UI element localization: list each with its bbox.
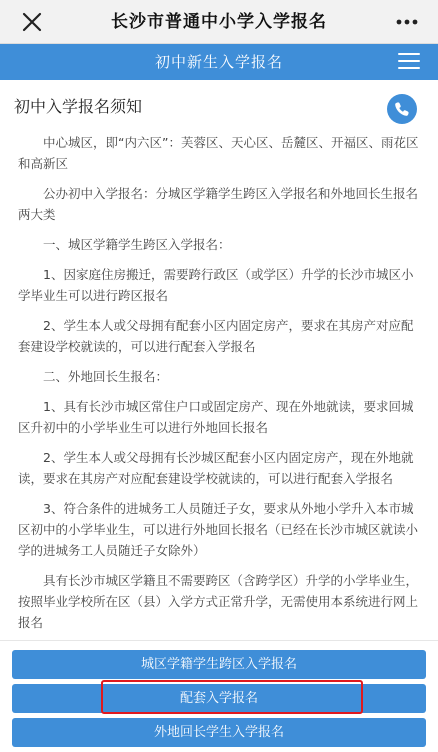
cross-district-registration-button[interactable]: 城区学籍学生跨区入学报名 [12, 650, 426, 679]
notice-paragraph: 3、符合条件的进城务工人员随迁子女，要求从外地小学升入本市城区初中的小学毕业生，可以进行外地回长报名（已经在长沙市城区就读小学的进城务工人员随迁子女除外） [18, 501, 419, 558]
notice-paragraph: 一、城区学籍学生跨区入学报名： [43, 237, 231, 252]
notice-content [18, 132, 422, 642]
notice-paragraph: 二、外地回长生报名： [43, 369, 169, 384]
hamburger-menu-icon[interactable] [398, 53, 420, 71]
top-navigation-bar [0, 0, 438, 44]
notice-paragraph: 具有长沙市城区学籍且不需要跨区（含跨学区）升学的小学毕业生，按照毕业学校所在区（县）入学方式正常升学，无需使用本系统进行网上报名 [18, 573, 419, 630]
notice-paragraph: 公办初中入学报名：分城区学籍学生跨区入学报名和外地回长生报名两大类 [18, 186, 419, 222]
notice-paragraph: 1、具有长沙市城区常住户口或固定房产、现在外地就读，要求回城区升初中的小学毕业生可以进行外地回长报名 [18, 399, 414, 435]
page-title: 初中新生入学报名 [154, 53, 283, 71]
notice-header [0, 80, 438, 132]
notice-paragraph: 1、因家庭住房搬迁，需要跨行政区（或学区）升学的长沙市城区小学毕业生可以进行跨区报名 [18, 267, 414, 303]
notice-paragraph: 2、学生本人或父母拥有长沙城区配套小区内固定房产，现在外地就读，要求在其房产对应配套建设学校就读的，可以进行配套入学报名 [18, 450, 414, 486]
notice-heading: 初中入学报名须知 [14, 97, 143, 116]
notice-paragraph: 2、学生本人或父母拥有配套小区内固定房产，要求在其房产对应配套建设学校就读的，可以进行配套入学报名 [18, 318, 414, 354]
supporting-registration-button[interactable]: 配套入学报名 [12, 684, 426, 713]
returning-student-registration-button[interactable]: 外地回长学生入学报名 [12, 718, 426, 747]
app-title: 长沙市普通中小学入学报名 [111, 12, 327, 32]
highlight-box [101, 680, 363, 714]
more-icon[interactable] [390, 8, 424, 36]
notice-paragraph: 中心城区，即“内六区”：芙蓉区、天心区、岳麓区、开福区、雨花区和高新区 [18, 135, 419, 171]
divider [0, 640, 438, 641]
phone-icon[interactable] [387, 94, 417, 124]
page-header [0, 44, 438, 80]
